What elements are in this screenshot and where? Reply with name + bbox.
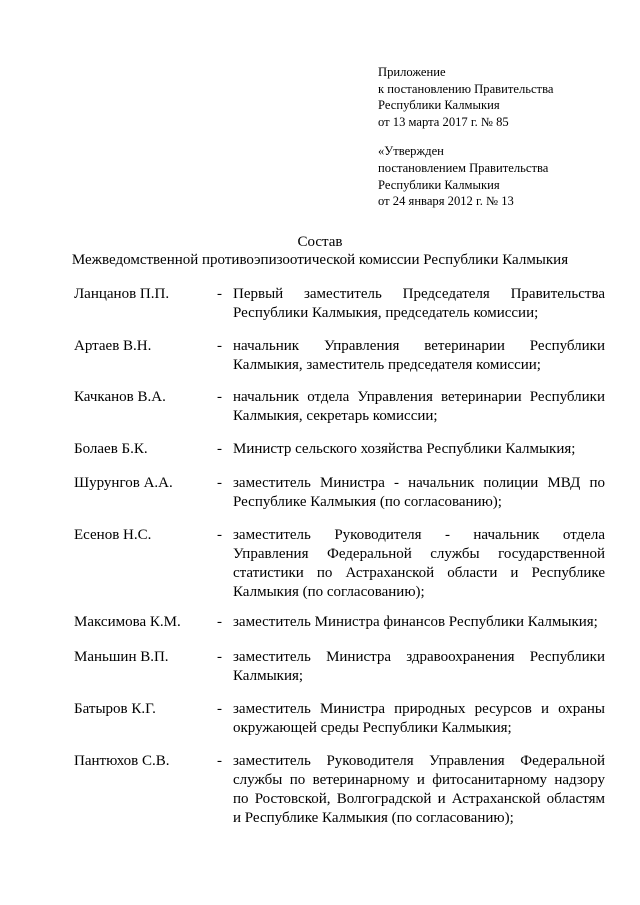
- member-dash: -: [217, 753, 222, 769]
- member-position-line: Министр сельского хозяйства Республики Калмыкия;: [233, 441, 576, 457]
- member-position-line: статистики по Астраханской области и Республике: [233, 565, 605, 581]
- member-position: [233, 700, 605, 738]
- member-name: Шурунгов А.А.: [74, 475, 173, 491]
- member-position-line: заместитель Министра здравоохранения Республики: [233, 649, 605, 665]
- member-position: [233, 648, 605, 686]
- approved-line: Республики Калмыкия: [378, 177, 500, 192]
- member-position-line: начальник Управления ветеринарии Республики: [233, 338, 605, 354]
- member-position-line: Калмыкия, заместитель председателя комиссии;: [233, 357, 541, 373]
- member-position-line: заместитель Министра природных ресурсов и охраны: [233, 701, 605, 717]
- approved-line: «Утвержден: [378, 144, 444, 159]
- member-position: [233, 474, 605, 512]
- member-position: [233, 613, 605, 632]
- member-position-line: службы по ветеринарному и фитосанитарному надзору: [233, 772, 605, 788]
- member-position-line: Республики Калмыкия, председатель комиссии;: [233, 305, 539, 321]
- member-dash: -: [217, 527, 222, 543]
- member-dash: -: [217, 614, 222, 630]
- member-dash: -: [217, 389, 222, 405]
- appendix-header: [378, 64, 628, 210]
- approved-date-line: от 24 января 2012 г. № 13: [378, 194, 514, 209]
- member-position-line: Калмыкия (по согласованию);: [233, 584, 425, 600]
- member-name: Артаев В.Н.: [74, 338, 152, 354]
- member-position: [233, 337, 605, 375]
- member-position-line: начальник отдела Управления ветеринарии Республики: [233, 389, 605, 405]
- appendix-line: Республики Калмыкия: [378, 98, 500, 113]
- member-dash: -: [217, 286, 222, 302]
- member-position: [233, 388, 605, 426]
- appendix-date-line: от 13 марта 2017 г. № 85: [378, 114, 509, 129]
- member-name: Батыров К.Г.: [74, 701, 156, 717]
- member-position: [233, 526, 605, 602]
- member-name: Болаев Б.К.: [74, 441, 148, 457]
- member-position-line: по Ростовской, Волгоградской и Астраханской областям: [233, 791, 605, 807]
- member-position-line: и Республике Калмыкия (по согласованию);: [233, 810, 514, 826]
- approved-line: постановлением Правительства: [378, 160, 549, 175]
- appendix-line: к постановлению Правительства: [378, 81, 554, 96]
- member-name: Есенов Н.С.: [74, 527, 152, 543]
- member-position-line: Республике Калмыкия (по согласованию);: [233, 494, 502, 510]
- member-name: Максимова К.М.: [74, 614, 181, 630]
- appendix-line: Приложение: [378, 65, 446, 79]
- member-position-line: заместитель Руководителя - начальник отдела: [233, 527, 605, 543]
- member-dash: -: [217, 701, 222, 717]
- member-position: [233, 752, 605, 828]
- member-dash: -: [217, 338, 222, 354]
- member-name: Ланцанов П.П.: [74, 286, 170, 302]
- member-position: [233, 285, 605, 323]
- member-dash: -: [217, 649, 222, 665]
- member-name: Маньшин В.П.: [74, 649, 169, 665]
- member-position: [233, 440, 605, 459]
- member-name: Пантюхов С.В.: [74, 753, 170, 769]
- member-position-line: Калмыкия;: [233, 668, 304, 684]
- member-position-line: заместитель Руководителя Управления Федеральной: [233, 753, 605, 769]
- member-position-line: Управления Федеральной службы государственной: [233, 546, 605, 562]
- title-heading: Состав: [297, 234, 343, 250]
- member-position-line: Первый заместитель Председателя Правительства: [233, 286, 605, 302]
- member-name: Качканов В.А.: [74, 389, 166, 405]
- member-dash: -: [217, 475, 222, 491]
- member-dash: -: [217, 441, 222, 457]
- member-position-line: заместитель Министра - начальник полиции МВД по: [233, 475, 605, 491]
- member-position-line: заместитель Министра финансов Республики Калмыкия;: [233, 614, 598, 630]
- member-position-line: окружающей среды Республики Калмыкия;: [233, 720, 512, 736]
- title-commission-name: Межведомственной противоэпизоотической комиссии Республики Калмыкия: [71, 252, 569, 268]
- member-position-line: Калмыкия, секретарь комиссии;: [233, 408, 438, 424]
